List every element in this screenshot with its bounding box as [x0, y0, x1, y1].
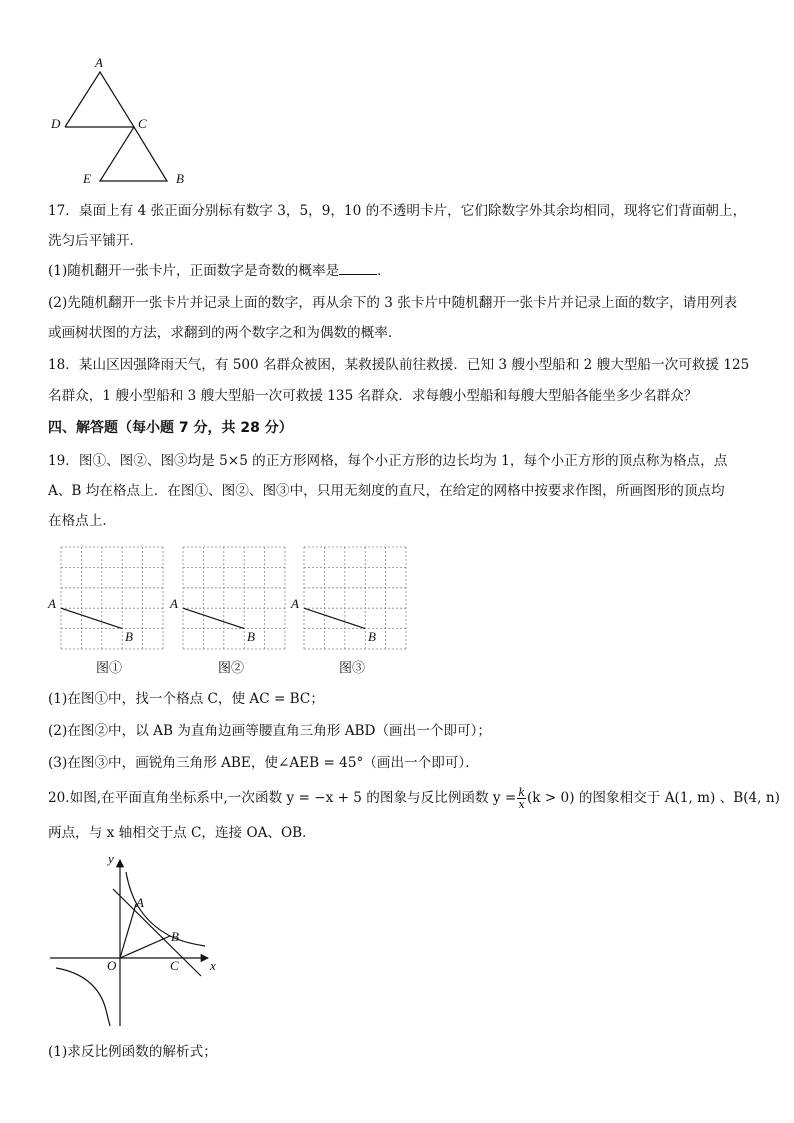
label-b: B	[176, 171, 184, 186]
graph-label-o: O	[107, 958, 117, 973]
q20-line2: 两点，与 x 轴相交于点 C，连接 OA、OB．	[48, 825, 316, 841]
grid3-label-a: A	[291, 596, 299, 611]
segment-ob	[120, 936, 170, 958]
label-a: A	[95, 55, 103, 70]
q20-text-a: 20.如图,在平面直角坐标系中,一次函数 y = −x + 5 的图象与反比例函数 y =	[48, 790, 517, 806]
q19-line3: 在格点上．	[48, 513, 116, 529]
grid2-caption: 图②	[218, 661, 245, 676]
grid3-caption: 图③	[339, 661, 366, 676]
q17-part1-text: (1)随机翻开一张卡片，正面数字是奇数的概率是	[48, 263, 340, 279]
graph-label-a: A	[136, 895, 144, 910]
graph-label-x: x	[210, 958, 216, 973]
q19-line1: 19．图①、图②、图③均是 5×5 的正方形网格，每个小正方形的边长均为 1，每个小正方形的顶点称为格点，点	[48, 453, 728, 469]
fraction-denominator: x	[518, 798, 525, 811]
q19-part3: (3)在图③中，画锐角三角形 ABE，使∠AEB = 45°（画出一个即可）．	[48, 755, 479, 771]
q19-part2: (2)在图②中，以 AB 为直角边画等腰直角三角形 ABD（画出一个即可）；	[48, 723, 491, 739]
graph-label-c: C	[170, 958, 179, 973]
q17-part2-line1: (2)先随机翻开一张卡片并记录上面的数字，再从余下的 3 张卡片中随机翻开一张卡片并记录上面的数字，请用列表	[48, 295, 738, 311]
q17-part2-line2: 或画树状图的方法，求翻到的两个数字之和为偶数的概率．	[48, 325, 402, 341]
segment-oa	[120, 904, 136, 958]
q20-part1: (1)求反比例函数的解析式；	[48, 1044, 217, 1060]
grid1-label-a: A	[48, 596, 56, 611]
q18-line1: 18．某山区因强降雨天气，有 500 名群众被困，某救援队前往救援．已知 3 艘小型船和 2 艘大型船一次可救援 125	[48, 357, 750, 373]
label-c: C	[138, 116, 147, 131]
fraction-numerator: k	[518, 786, 525, 799]
grid1-caption: 图①	[96, 661, 123, 676]
section-title: 四、解答题（每小题 7 分，共 28 分）	[48, 420, 293, 436]
hyperbola-branch-2	[56, 968, 110, 1026]
grid2-label-a: A	[170, 596, 178, 611]
label-d: D	[51, 116, 61, 131]
q19-line2: A、B 均在格点上．在图①、图②、图③中，只用无刻度的直尺，在给定的网格中按要求作图，所画图形的顶点均	[48, 483, 725, 499]
q18-line2: 名群众，1 艘小型船和 3 艘大型船一次可救援 135 名群众．求每艘小型船和每艘大型船各能坐多少名群众？	[48, 388, 698, 404]
linear-function-line	[113, 889, 201, 976]
grid1-label-b: B	[125, 629, 133, 644]
q17-part1-end: ．	[377, 263, 391, 279]
q20-text-b: (k > 0) 的图象相交于 A(1, m) 、B(4, n)	[526, 790, 780, 806]
graph-label-y: y	[108, 851, 114, 866]
q19-part1: (1)在图①中，找一个格点 C，使 AC = BC；	[48, 691, 324, 707]
q17-line1: 17．桌面上有 4 张正面分别标有数字 3，5，9，10 的不透明卡片，它们除数字外其余均相同，现将它们背面朝上，	[48, 203, 747, 219]
grid2-label-b: B	[247, 629, 255, 644]
q17-line2: 洗匀后平铺开．	[48, 233, 144, 249]
label-e: E	[83, 171, 91, 186]
graph-label-b: B	[171, 929, 179, 944]
grid3-label-b: B	[368, 629, 376, 644]
